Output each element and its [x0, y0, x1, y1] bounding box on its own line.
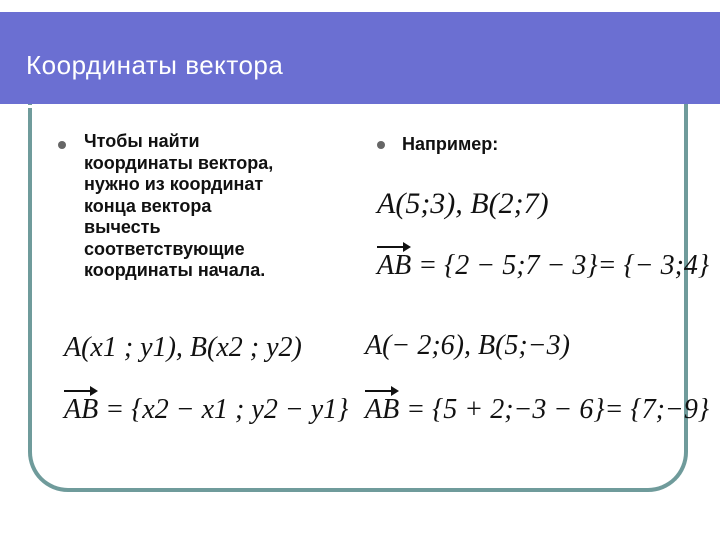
- left-bullet-text: Чтобы найти координаты вектора, нужно из координат конца вектора вычесть соответствующие координаты начала.: [84, 131, 274, 280]
- title-bar-cap: [680, 12, 720, 104]
- formula-points-2-text: A(− 2;6), B(5;−3): [365, 330, 570, 361]
- formula-general-points: [64, 332, 302, 364]
- formula-points-1-text: A(5;3), B(2;7): [377, 187, 549, 220]
- formula-general-points-text: A(x1 ; y1), B(x2 ; y2): [64, 332, 302, 363]
- right-bullet-text: Например:: [402, 134, 499, 154]
- formula-vector-1-rhs: = {2 − 5;7 − 3}= {− 3;4}: [418, 250, 710, 281]
- formula-general-vector: [64, 394, 348, 426]
- title-underline: [0, 105, 636, 108]
- formula-general-vector-rhs: = {x2 − x1 ; y2 − y1}: [105, 394, 349, 425]
- vector-ab-general: AB: [64, 394, 99, 425]
- formula-vector-2: [365, 394, 709, 426]
- formula-points-1: [377, 187, 549, 221]
- right-bullet-dot: [377, 141, 385, 149]
- formula-vector-2-rhs: = {5 + 2;−3 − 6}= {7;−9}: [406, 394, 710, 425]
- formula-vector-1: [377, 250, 709, 282]
- title-bar: [0, 12, 720, 104]
- left-bullet-dot: [58, 141, 66, 149]
- slide-title: Координаты вектора: [26, 50, 284, 80]
- vector-ab-2: AB: [365, 394, 400, 425]
- vector-ab-1: AB: [377, 250, 412, 281]
- formula-points-2: [365, 330, 570, 362]
